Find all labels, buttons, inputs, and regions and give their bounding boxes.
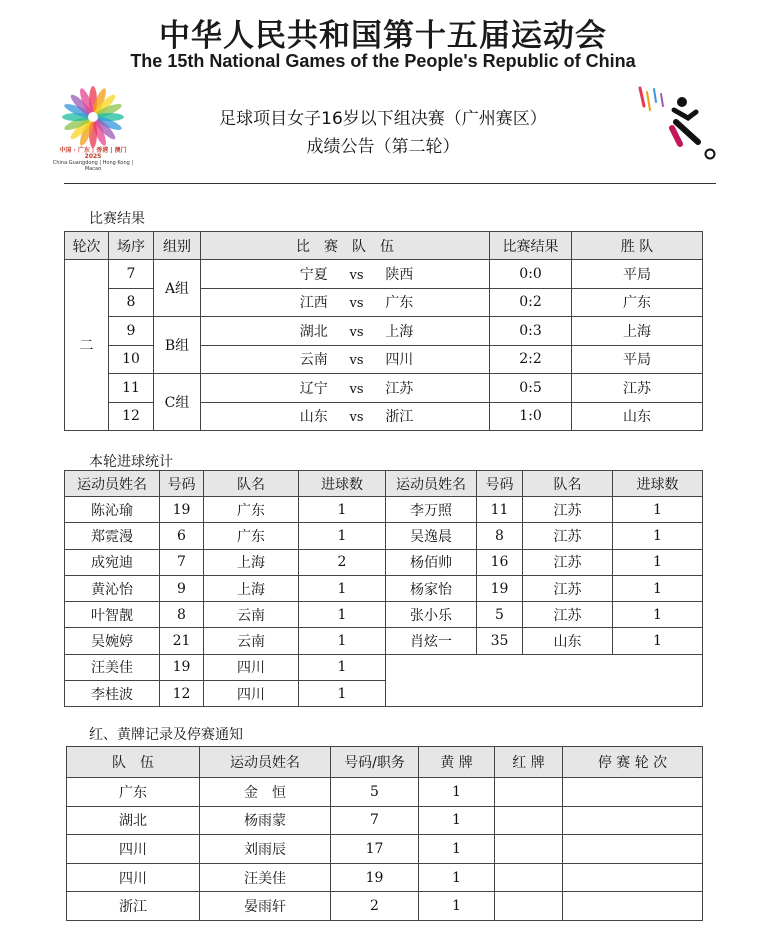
scorer-goals: 1 <box>613 575 703 601</box>
match-no-cell: 9 <box>109 317 154 346</box>
logo-caption-line2: China·Guangdong | Hong Kong | Macao <box>52 160 134 172</box>
match-no-cell: 12 <box>109 402 154 431</box>
vs-label: vs <box>349 410 364 426</box>
card-yellow: 1 <box>419 835 495 864</box>
goals-table <box>64 470 703 707</box>
empty-area <box>386 654 703 707</box>
scorer-name: 李桂波 <box>65 681 160 707</box>
table-row <box>67 778 703 807</box>
winner-cell: 广东 <box>572 288 703 317</box>
table-row <box>67 892 703 921</box>
table-row <box>65 602 703 628</box>
scorer-name: 郑霓漫 <box>65 523 160 549</box>
card-suspension <box>563 835 703 864</box>
card-player: 刘雨辰 <box>200 835 331 864</box>
cards-header-row <box>67 747 703 778</box>
card-red <box>495 892 563 921</box>
card-suspension <box>563 806 703 835</box>
scorer-number: 19 <box>160 654 204 680</box>
games-title-en: The 15th National Games of the People's Republic of China <box>130 51 636 71</box>
away-team: 广东 <box>385 295 414 312</box>
winner-cell: 平局 <box>572 260 703 289</box>
scorer-number: 19 <box>160 497 204 523</box>
table-row <box>67 863 703 892</box>
table-row <box>65 549 703 575</box>
results-section-label: 比赛结果 <box>89 211 145 227</box>
scorer-name: 肖炫一 <box>386 628 477 654</box>
card-suspension <box>563 778 703 807</box>
scorer-goals: 1 <box>299 497 386 523</box>
scorer-team: 四川 <box>204 654 299 680</box>
home-team: 江西 <box>299 295 328 312</box>
home-team: 宁夏 <box>299 266 328 283</box>
teams-cell <box>201 402 490 431</box>
home-team: 湖北 <box>299 323 328 340</box>
home-team: 云南 <box>299 352 328 369</box>
header-team: 队名 <box>204 471 299 497</box>
scorer-team: 江苏 <box>523 602 613 628</box>
teams-cell <box>201 345 490 374</box>
scorer-name: 张小乐 <box>386 602 477 628</box>
card-team: 广东 <box>67 778 200 807</box>
round-cell: 二 <box>65 260 109 431</box>
scorer-team: 江苏 <box>523 549 613 575</box>
scorer-goals: 1 <box>299 628 386 654</box>
table-row <box>65 654 703 680</box>
vs-label: vs <box>349 324 364 340</box>
scorer-goals: 1 <box>299 575 386 601</box>
card-player: 杨雨蒙 <box>200 806 331 835</box>
scorer-name: 叶智靓 <box>65 602 160 628</box>
scorer-goals: 1 <box>613 497 703 523</box>
scorer-goals: 1 <box>613 602 703 628</box>
card-number: 17 <box>331 835 419 864</box>
table-row <box>65 575 703 601</box>
score-cell: 1:0 <box>490 402 572 431</box>
scorer-number: 11 <box>477 497 523 523</box>
card-red <box>495 863 563 892</box>
table-row <box>67 806 703 835</box>
card-player: 汪美佳 <box>200 863 331 892</box>
scorer-goals: 1 <box>299 523 386 549</box>
header-group: 组别 <box>154 232 201 260</box>
card-yellow: 1 <box>419 806 495 835</box>
scorer-name: 杨佰帅 <box>386 549 477 575</box>
teams-cell <box>201 260 490 289</box>
card-number: 7 <box>331 806 419 835</box>
score-cell: 0:2 <box>490 288 572 317</box>
table-row <box>65 497 703 523</box>
winner-cell: 山东 <box>572 402 703 431</box>
home-team: 辽宁 <box>299 380 328 397</box>
header-number: 号码 <box>160 471 204 497</box>
score-cell: 0:3 <box>490 317 572 346</box>
goals-header-row <box>65 471 703 497</box>
scorer-team: 广东 <box>204 523 299 549</box>
cards-table <box>66 746 703 921</box>
scorer-number: 12 <box>160 681 204 707</box>
scorer-number: 9 <box>160 575 204 601</box>
vs-label: vs <box>349 353 364 369</box>
scorer-team: 江苏 <box>523 497 613 523</box>
card-team: 四川 <box>67 863 200 892</box>
card-team: 浙江 <box>67 892 200 921</box>
header-goals: 进球数 <box>299 471 386 497</box>
cards-section-label: 红、黄牌记录及停赛通知 <box>89 727 243 743</box>
away-team: 上海 <box>385 323 414 340</box>
scorer-goals: 1 <box>299 602 386 628</box>
header-goals: 进球数 <box>613 471 703 497</box>
header-player-name: 运动员姓名 <box>200 747 331 778</box>
scorer-team: 上海 <box>204 549 299 575</box>
scorer-name: 成宛迪 <box>65 549 160 575</box>
header-player-name: 运动员姓名 <box>386 471 477 497</box>
winner-cell: 平局 <box>572 345 703 374</box>
card-yellow: 1 <box>419 892 495 921</box>
group-cell: B组 <box>154 317 201 374</box>
scorer-name: 杨家怡 <box>386 575 477 601</box>
table-row <box>65 628 703 654</box>
scorer-name: 汪美佳 <box>65 654 160 680</box>
card-suspension <box>563 892 703 921</box>
header-number-role: 号码/职务 <box>331 747 419 778</box>
table-row <box>65 374 703 403</box>
header-divider <box>64 183 716 184</box>
scorer-goals: 1 <box>613 549 703 575</box>
teams-cell <box>201 317 490 346</box>
vs-label: vs <box>349 267 364 283</box>
group-cell: C组 <box>154 374 201 431</box>
away-team: 江苏 <box>385 380 414 397</box>
away-team: 浙江 <box>385 409 414 426</box>
match-no-cell: 7 <box>109 260 154 289</box>
teams-cell <box>201 374 490 403</box>
away-team: 四川 <box>385 352 414 369</box>
card-red <box>495 835 563 864</box>
scorer-team: 四川 <box>204 681 299 707</box>
scorer-goals: 2 <box>299 549 386 575</box>
scorer-team: 山东 <box>523 628 613 654</box>
header-team: 队 伍 <box>67 747 200 778</box>
away-team: 陕西 <box>385 266 414 283</box>
match-no-cell: 10 <box>109 345 154 374</box>
table-row <box>65 260 703 289</box>
card-number: 19 <box>331 863 419 892</box>
header-score: 比赛结果 <box>490 232 572 260</box>
card-number: 2 <box>331 892 419 921</box>
group-cell: A组 <box>154 260 201 317</box>
scorer-number: 5 <box>477 602 523 628</box>
card-team: 四川 <box>67 835 200 864</box>
table-row <box>65 523 703 549</box>
event-subtitle: 成绩公告（第二轮） <box>306 137 460 157</box>
scorer-team: 广东 <box>204 497 299 523</box>
header-number: 号码 <box>477 471 523 497</box>
scorer-goals: 1 <box>613 523 703 549</box>
goals-section-label: 本轮进球统计 <box>89 454 173 470</box>
card-red <box>495 778 563 807</box>
winner-cell: 上海 <box>572 317 703 346</box>
scorer-number: 21 <box>160 628 204 654</box>
card-yellow: 1 <box>419 863 495 892</box>
home-team: 山东 <box>299 409 328 426</box>
event-title: 足球项目女子16岁以下组决赛（广州赛区） <box>219 109 547 129</box>
scorer-team: 云南 <box>204 628 299 654</box>
scorer-team: 江苏 <box>523 523 613 549</box>
card-team: 湖北 <box>67 806 200 835</box>
teams-cell <box>201 288 490 317</box>
scorer-team: 江苏 <box>523 575 613 601</box>
header-match-no: 场序 <box>109 232 154 260</box>
header-suspension: 停 赛 轮 次 <box>563 747 703 778</box>
header-player-name: 运动员姓名 <box>65 471 160 497</box>
card-red <box>495 806 563 835</box>
scorer-name: 吴逸晨 <box>386 523 477 549</box>
header-teams: 比 赛 队 伍 <box>201 232 490 260</box>
scorer-number: 8 <box>160 602 204 628</box>
header-team: 队名 <box>523 471 613 497</box>
scorer-number: 7 <box>160 549 204 575</box>
vs-label: vs <box>349 381 364 397</box>
scorer-number: 19 <box>477 575 523 601</box>
scorer-team: 云南 <box>204 602 299 628</box>
scorer-name: 李万照 <box>386 497 477 523</box>
header-red-card: 红 牌 <box>495 747 563 778</box>
match-no-cell: 8 <box>109 288 154 317</box>
logo-caption-line1: 中国 · 广东 | 香港 | 澳门 2025 <box>59 147 127 160</box>
scorer-goals: 1 <box>299 681 386 707</box>
score-cell: 2:2 <box>490 345 572 374</box>
card-yellow: 1 <box>419 778 495 807</box>
card-player: 金 恒 <box>200 778 331 807</box>
scorer-number: 16 <box>477 549 523 575</box>
score-cell: 0:0 <box>490 260 572 289</box>
header-round: 轮次 <box>65 232 109 260</box>
scorer-team: 上海 <box>204 575 299 601</box>
header-winner: 胜 队 <box>572 232 703 260</box>
results-table <box>64 231 703 431</box>
card-number: 5 <box>331 778 419 807</box>
match-no-cell: 11 <box>109 374 154 403</box>
scorer-name: 陈沁瑜 <box>65 497 160 523</box>
scorer-number: 6 <box>160 523 204 549</box>
vs-label: vs <box>349 296 364 312</box>
scorer-number: 8 <box>477 523 523 549</box>
card-player: 晏雨轩 <box>200 892 331 921</box>
table-row <box>67 835 703 864</box>
scorer-name: 黄沁怡 <box>65 575 160 601</box>
card-suspension <box>563 863 703 892</box>
score-cell: 0:5 <box>490 374 572 403</box>
header-yellow-card: 黄 牌 <box>419 747 495 778</box>
results-header-row <box>65 232 703 260</box>
scorer-name: 吴婉婷 <box>65 628 160 654</box>
scorer-goals: 1 <box>613 628 703 654</box>
table-row <box>65 317 703 346</box>
scorer-number: 35 <box>477 628 523 654</box>
scorer-goals: 1 <box>299 654 386 680</box>
winner-cell: 江苏 <box>572 374 703 403</box>
games-title-cn: 中华人民共和国第十五届运动会 <box>159 18 607 54</box>
